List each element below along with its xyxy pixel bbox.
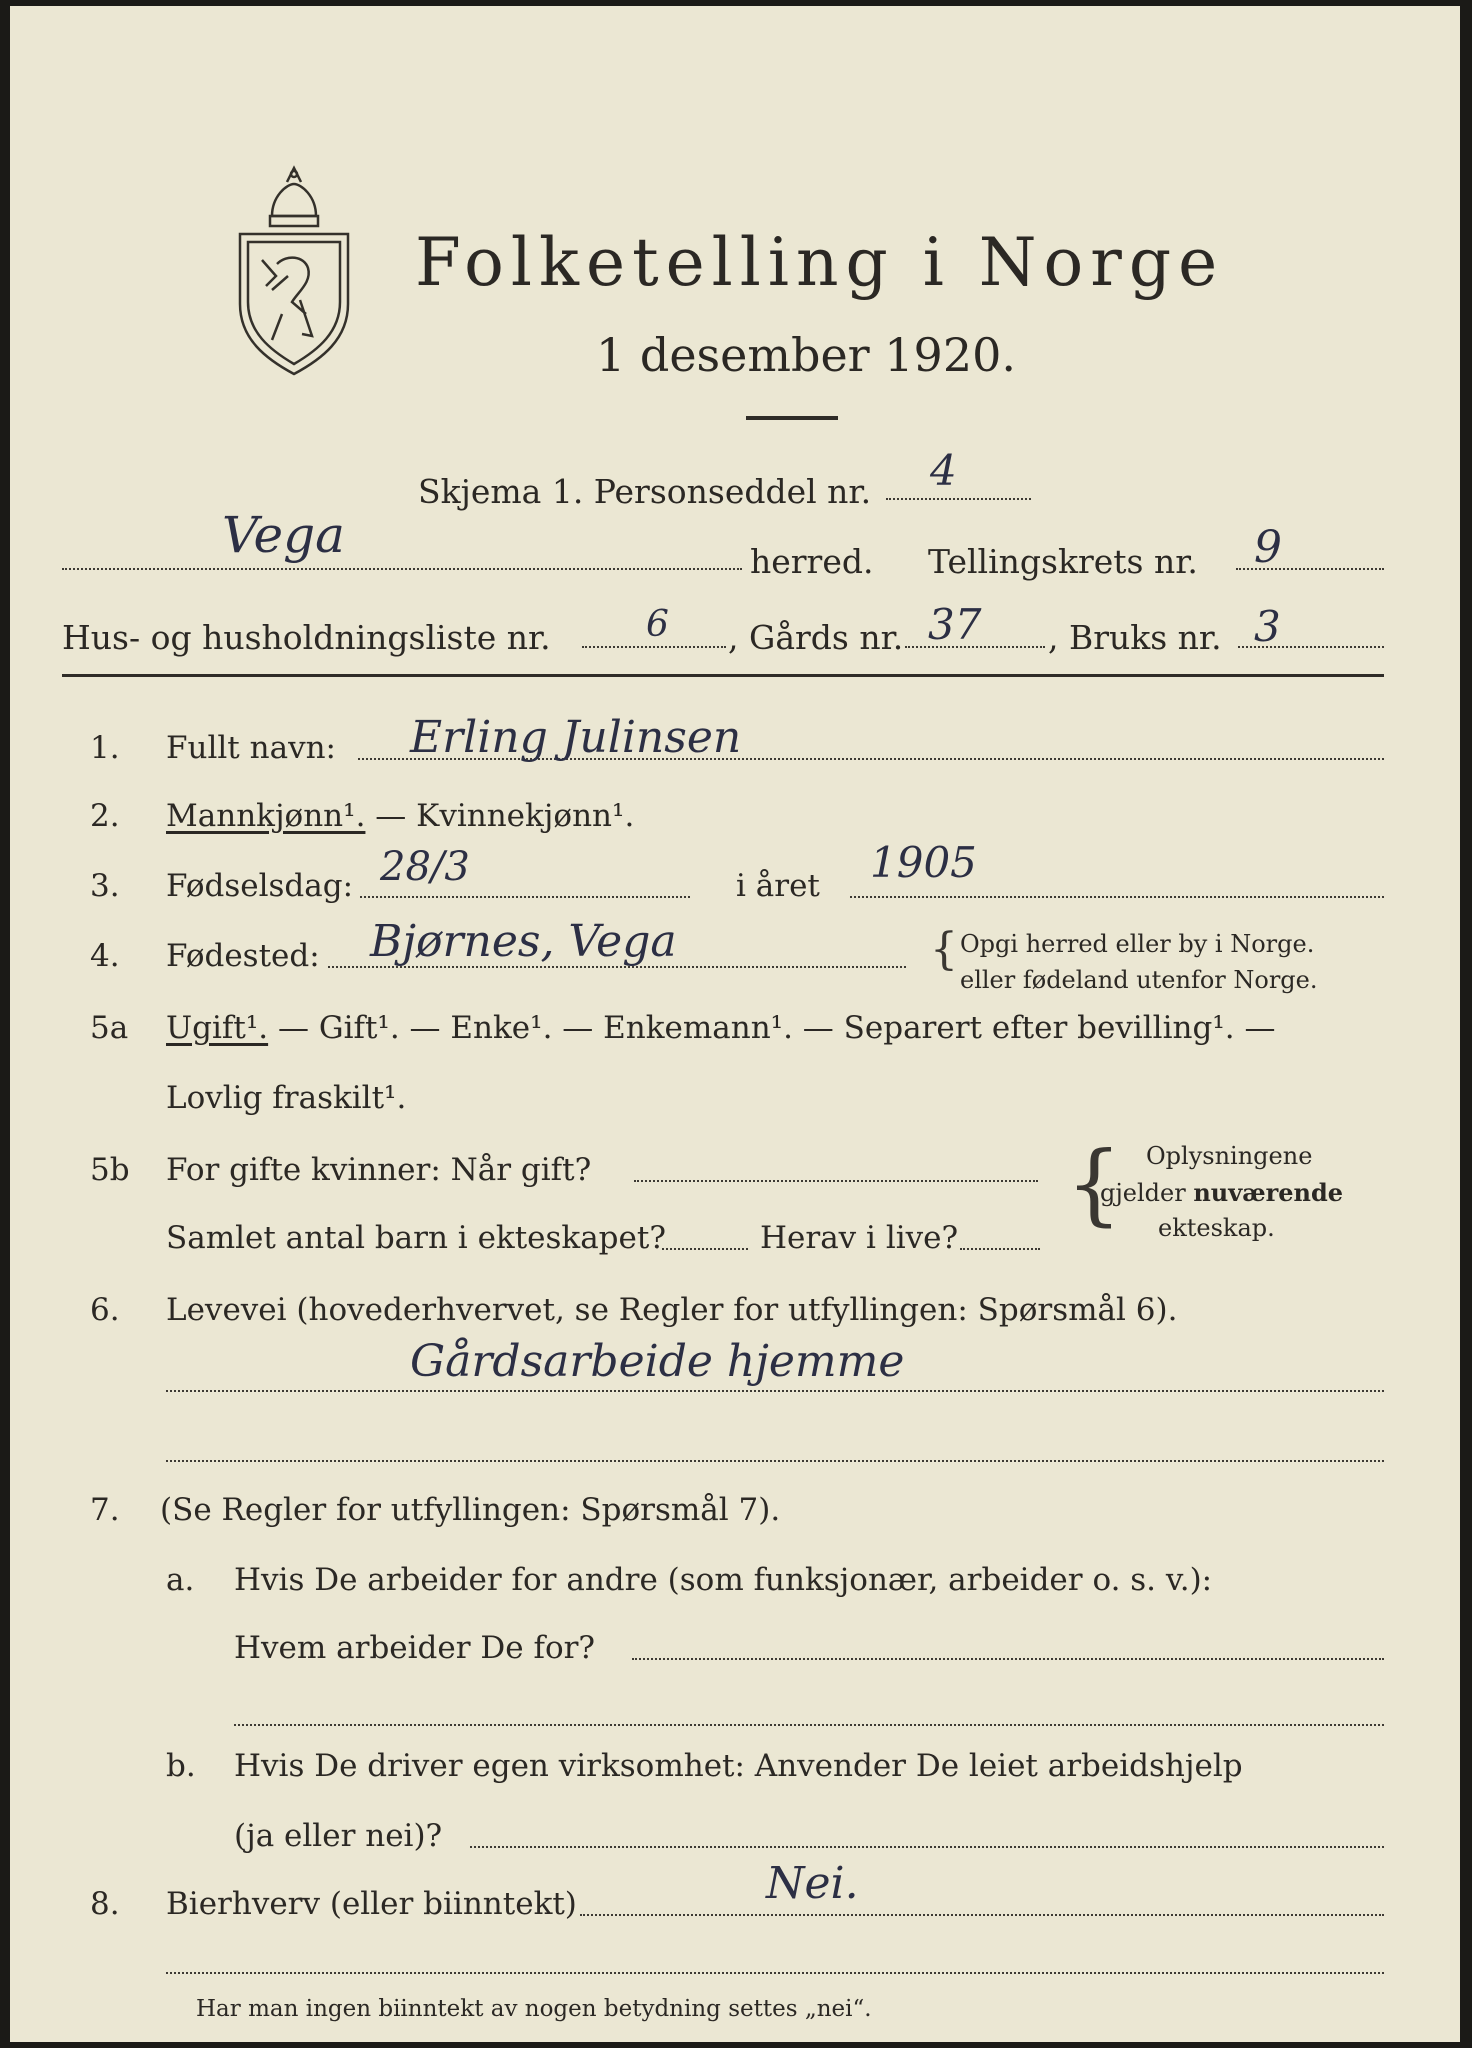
children-label: Samlet antal barn i ekteskapet? — [166, 1220, 666, 1256]
herred-label: herred. — [750, 542, 874, 581]
q2-options — [166, 798, 634, 834]
bruks-nr[interactable]: 3 — [1254, 602, 1281, 651]
occupation-line-2 — [166, 1460, 1384, 1462]
side-income-line — [580, 1914, 1384, 1916]
personseddel-line — [886, 498, 1031, 500]
footnote: Har man ingen biinntekt av nogen betydning settes „nei“. — [196, 1996, 872, 2022]
q5a-number: 5a — [90, 1010, 129, 1046]
employer-line-1 — [632, 1658, 1384, 1660]
q3-number: 3. — [90, 868, 120, 904]
birth-year-value[interactable]: 1905 — [870, 838, 977, 887]
birthday-value[interactable]: 28/3 — [380, 844, 470, 890]
q4-note-2: eller fødeland utenfor Norge. — [960, 966, 1318, 994]
q5b-brace: { — [1066, 1132, 1122, 1235]
tellingskrets-label: Tellingskrets nr. — [928, 542, 1198, 581]
year-label: i året — [736, 868, 820, 904]
q8-label: Bierhverv (eller biinntekt) — [166, 1886, 577, 1922]
husliste-nr[interactable]: 6 — [646, 604, 669, 645]
q5b-note-3: ekteskap. — [1158, 1214, 1275, 1242]
q5b-number: 5b — [90, 1152, 130, 1188]
side-income-value[interactable]: Nei. — [766, 1858, 859, 1909]
full-name-value[interactable]: Erling Julinsen — [410, 712, 742, 763]
q2-number: 2. — [90, 798, 120, 834]
marital-status-options — [166, 1010, 1275, 1046]
male-option[interactable]: Mannkjønn¹. — [166, 798, 366, 834]
hired-help-line — [470, 1846, 1384, 1848]
q6-label: Levevei (hovederhvervet, se Regler for utfyllingen: Spørsmål 6). — [166, 1292, 1178, 1328]
q7-number: 7. — [90, 1492, 120, 1528]
children-line — [662, 1248, 748, 1250]
norway-coat-of-arms-icon — [232, 164, 362, 379]
q4-brace: { — [930, 924, 958, 975]
gards-label: , Gårds nr. — [728, 618, 904, 657]
other-marital-options[interactable]: — Gift¹. — Enke¹. — Enkemann¹. — Separert efter bevilling¹. — — [268, 1010, 1276, 1046]
personseddel-nr[interactable]: 4 — [930, 446, 957, 495]
q1-number: 1. — [90, 730, 120, 766]
side-income-line-2 — [166, 1972, 1384, 1974]
q1-label: Fullt navn: — [166, 730, 336, 766]
q2-separator: — — [365, 798, 417, 834]
occupation-line-1 — [166, 1390, 1384, 1392]
lovlig-fraskilt-option[interactable]: Lovlig fraskilt¹. — [166, 1080, 407, 1116]
alive-line — [960, 1248, 1040, 1250]
q4-note-1: Opgi herred eller by i Norge. — [960, 930, 1315, 958]
q4-label: Fødested: — [166, 938, 320, 974]
year-line — [850, 896, 1384, 898]
q7a-label: Hvis De arbeider for andre (som funksjonær, arbeider o. s. v.): — [234, 1562, 1213, 1598]
herred-name[interactable]: Vega — [222, 506, 345, 564]
q8-number: 8. — [90, 1886, 120, 1922]
q7b-question: (ja eller nei)? — [234, 1818, 443, 1854]
q7a-number: a. — [166, 1562, 195, 1598]
q4-number: 4. — [90, 938, 120, 974]
female-option[interactable]: Kvinnekjønn¹. — [416, 798, 635, 834]
husliste-label: Hus- og husholdningsliste nr. — [62, 618, 551, 657]
tellingskrets-nr[interactable]: 9 — [1254, 522, 1282, 573]
q5b-note-2b: nuværende — [1193, 1178, 1344, 1207]
gards-nr[interactable]: 37 — [928, 600, 982, 649]
q7a-question: Hvem arbeider De for? — [234, 1630, 596, 1666]
alive-label: Herav i live? — [760, 1220, 959, 1256]
birthplace-value[interactable]: Bjørnes, Vega — [370, 916, 677, 967]
employer-line-2 — [234, 1724, 1384, 1726]
ugift-option[interactable]: Ugift¹. — [166, 1010, 269, 1046]
q3-label: Fødselsdag: — [166, 868, 354, 904]
q5b-note-2 — [1100, 1178, 1343, 1207]
occupation-value[interactable]: Gårdsarbeide hjemme — [410, 1336, 905, 1387]
census-form-page — [10, 6, 1460, 2042]
q5b-label: For gifte kvinner: Når gift? — [166, 1152, 592, 1188]
birthday-line — [360, 896, 690, 898]
title-divider — [746, 416, 838, 420]
q5b-note-1: Oplysningene — [1146, 1142, 1313, 1170]
herred-line — [62, 568, 742, 570]
husliste-line — [582, 646, 726, 648]
married-when-line — [634, 1180, 1038, 1182]
census-date: 1 desember 1920. — [596, 328, 1016, 382]
section-rule — [62, 674, 1384, 677]
q7b-number: b. — [166, 1748, 196, 1784]
form-title: Folketelling i Norge — [415, 224, 1225, 301]
bruks-label: , Bruks nr. — [1048, 618, 1222, 657]
q7-label: (Se Regler for utfyllingen: Spørsmål 7). — [160, 1492, 781, 1528]
q7b-label: Hvis De driver egen virksomhet: Anvender De leiet arbeidshjelp — [234, 1748, 1243, 1784]
q6-number: 6. — [90, 1292, 120, 1328]
skjema-label: Skjema 1. Personseddel nr. — [418, 472, 872, 511]
q5b-note-2a: gjelder — [1100, 1179, 1194, 1207]
